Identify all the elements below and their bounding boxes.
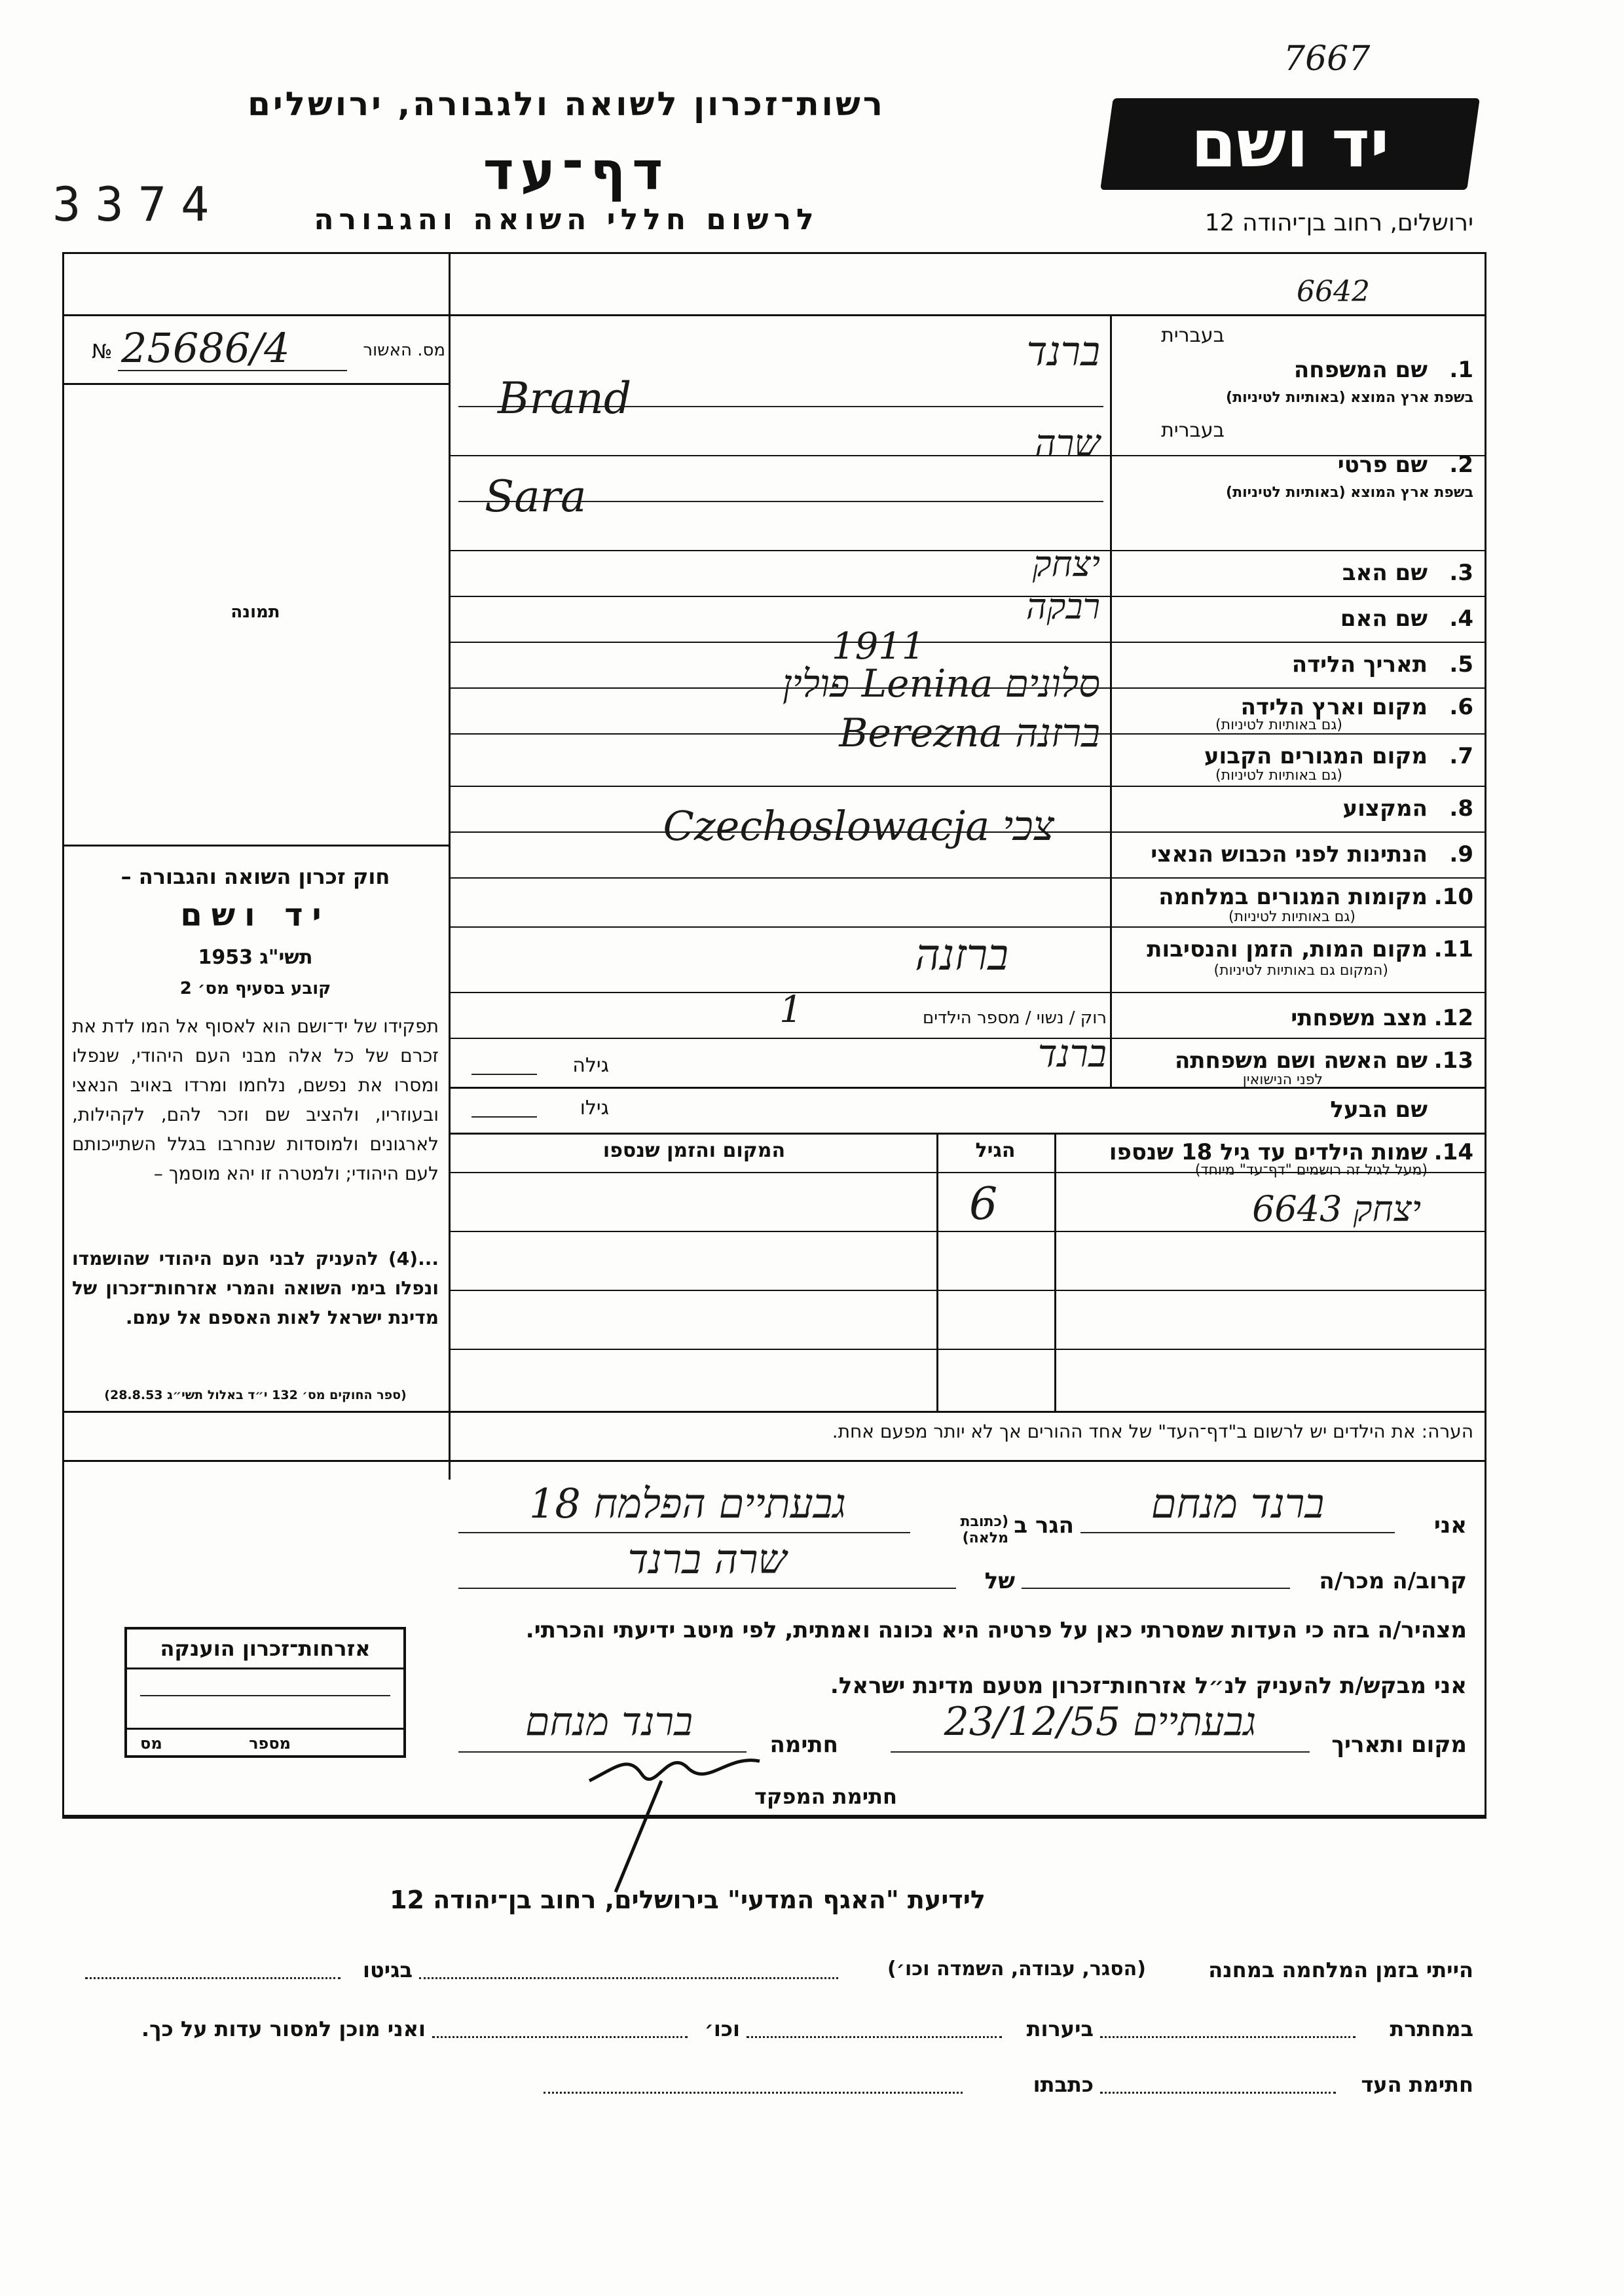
field-1-hebrew-value: ברנד: [1026, 327, 1100, 375]
place-date-label: מקום ותאריך: [1331, 1732, 1467, 1758]
field-8-label: המקצוע: [1342, 795, 1428, 822]
field-2-label: שם פרטי: [1337, 452, 1428, 478]
field-11-number: 11.: [1433, 936, 1473, 962]
relative-label: קרוב/ה מכר/ה: [1319, 1568, 1467, 1594]
children-label: שמות הילדים עד גיל 18 שנספו: [1109, 1139, 1428, 1165]
field-2-tag: בעברית: [1161, 419, 1225, 442]
note: הערה: את הילדים יש לרשום ב"דף־העד" של אחד ההורים אך לא יותר מפעם אחת.: [832, 1421, 1473, 1442]
field-9-value: צכי Czechoslowacja: [663, 802, 1054, 850]
footer-line2-c: וכו׳: [704, 2016, 740, 2041]
place-date-value: גבעתיים 23/12/55: [944, 1699, 1257, 1745]
children-col-age: הגיל: [975, 1139, 1016, 1162]
husband-label: שם הבעל: [1330, 1097, 1428, 1123]
citizenship-box-number: מספר: [249, 1734, 291, 1753]
field-2-hebrew-value: שרה: [1035, 422, 1100, 465]
field-12-options: רוק / נשוי / מספר הילדים: [922, 1008, 1107, 1028]
field-10-number: 10.: [1433, 884, 1473, 910]
children-col-place: המקום והזמן שנספו: [602, 1139, 786, 1162]
photo-label: תמונה: [231, 602, 280, 622]
law-section: קובע בסעיף מס׳ 2: [179, 979, 331, 998]
field-5-value: 1911: [832, 625, 925, 668]
declarant-name: ברנד מנחם: [1151, 1480, 1325, 1527]
cert-prefix: №: [92, 340, 113, 363]
footer-line1-b: (הסגר, עבודה, השמדה וכו׳): [887, 1958, 1146, 1980]
resides-value: גבעתיים הפלמח 18: [528, 1480, 847, 1527]
footer-line2-a: במחתרת: [1390, 2016, 1473, 2041]
form-title: דף־עד: [483, 141, 670, 202]
field-1-label: שם המשפחה: [1293, 357, 1428, 383]
field-13-number: 13.: [1433, 1048, 1473, 1074]
field-10-label: מקומות המגורים במלחמה: [1158, 884, 1428, 910]
law-year: תשי"ג 1953: [198, 946, 313, 969]
field-7-number: 7.: [1449, 743, 1473, 769]
law-reference: (ספר החוקים מס׳ 132 י״ד באלול תשי״ג 28.8.53): [104, 1388, 407, 1402]
field-3-value: יצחק: [1032, 543, 1100, 585]
law-logo: יד ושם: [180, 897, 331, 934]
field-1-tag: בעברית: [1161, 324, 1225, 347]
field-8-number: 8.: [1449, 795, 1473, 822]
field-5-label: תאריך הלידה: [1291, 651, 1428, 678]
field-13-sub: לפני הנישואין: [1242, 1072, 1323, 1088]
field-13-value: ברנד: [1037, 1031, 1107, 1076]
of-value: שרה ברנד: [627, 1535, 787, 1583]
resides-sub: (כתובת מלאה): [960, 1514, 1008, 1546]
resides-label: הגר ב: [1014, 1512, 1074, 1539]
law-paragraph-2: ...(4) להעניק לבני העם היהודי שהושמדו ונפלו בימי השואה והמרי אזרחות־זכרון של מדינת ישראל לאות האספם אל עמם.: [72, 1248, 439, 1328]
field-2-sub: בשפת ארץ המוצא (באותיות לטיניות): [1226, 484, 1473, 501]
field-6-number: 6.: [1449, 694, 1473, 720]
field-3-number: 3.: [1449, 560, 1473, 586]
field-4-number: 4.: [1449, 606, 1473, 632]
field-12-label: מצב משפחתי: [1291, 1005, 1428, 1031]
child-1-name: יצחק 6643: [1252, 1188, 1421, 1230]
of-label: של: [984, 1568, 1015, 1594]
field-6-label: מקום וארץ הלידה: [1240, 694, 1428, 720]
children-sub: (מעל לגיל זה רושמים "דף־עד" מיוחד): [1194, 1162, 1428, 1178]
field-9-label: הנתינות לפני הכבוש הנאצי: [1151, 841, 1428, 867]
field-6-value: סלונים Lenina פולין: [782, 661, 1100, 706]
citizenship-box-prefix: מס: [140, 1734, 162, 1753]
field-1-latin-value: Brand: [498, 373, 632, 424]
field-11-label: מקום המות, הזמן והנסיבות: [1147, 936, 1428, 962]
address: ירושלים, רחוב בן־יהודה 12: [1204, 210, 1473, 236]
footer-line3-b: כתבתו: [1033, 2072, 1094, 2097]
footer-line2-b: ביערות: [1026, 2016, 1094, 2041]
top-number: 7667: [1283, 39, 1371, 79]
form-subtitle: לרשום חללי השואה והגבורה: [314, 203, 819, 236]
footer-line1-c: בגיטו: [363, 1958, 413, 1982]
law-title: חוק זכרון השואה והגבורה –: [120, 864, 390, 889]
field-11-value: ברזנה: [915, 930, 1008, 980]
stamp-number: 3374: [52, 177, 224, 232]
field-4-label: שם האם: [1340, 606, 1428, 632]
husband-age-label: גילו: [580, 1097, 609, 1120]
field-7-sub: (גם באותיות לטיניות): [1215, 767, 1342, 784]
declaration-request: אני מבקש/ת להעניק לנ״ל אזרחות־זכרון מטעם מדינת ישראל.: [830, 1673, 1467, 1699]
field-7-value: ברזנה Berezna: [839, 710, 1100, 756]
field-1-sub: בשפת ארץ המוצא (באותיות לטיניות): [1226, 390, 1473, 406]
field-3-label: שם האב: [1342, 560, 1428, 586]
field-6-sub: (גם באותיות לטיניות): [1215, 717, 1342, 733]
signature-value: ברנד מנחם: [525, 1699, 693, 1745]
footer-line1-a: הייתי בזמן המלחמה במחנה: [1208, 1958, 1473, 1982]
cert-label: מס. האשור: [363, 340, 445, 360]
footer-line2-d: ואני מוכן למסור עדות על כך.: [141, 2016, 426, 2041]
children-number: 14.: [1433, 1139, 1473, 1165]
director-signature-label: חתימת המפקד: [754, 1784, 897, 1809]
field-9-number: 9.: [1449, 841, 1473, 867]
declaration-statement: מצהיר/ה בזה כי העדות שמסרתי כאן על פרטיה היא נכונה ואמתית, לפי מיטב ידיעתי והכרתי.: [525, 1617, 1467, 1643]
yad-vashem-logo: [1100, 98, 1480, 190]
field-2-number: 2.: [1449, 452, 1473, 478]
field-1-number: 1.: [1449, 357, 1473, 383]
field-7-label: מקום המגורים הקבוע: [1204, 743, 1428, 769]
field-13-age-label: גילה: [572, 1054, 609, 1077]
child-1-age: 6: [969, 1178, 998, 1230]
citizenship-box: [124, 1627, 406, 1758]
field-13-label: שם האשה ושם משפחתה: [1174, 1048, 1428, 1074]
signature-label: חתימה: [769, 1732, 838, 1758]
footer-notice: לידיעת "האגף המדעי" בירושלים, רחוב בן־יהודה 12: [390, 1886, 986, 1914]
law-paragraph: תפקידו של יד־ושם הוא לאסוף אל המו לדת את זכרם של כל אלה מבני העם היהודי, שנפלו ומסרו את נפשם, נלחמו ומרדו באויב הנאצי ובעוזריו, ולהציב שם וזכר להם, לקהילות, לארגונים ולמוסדות שנחרבו בגלל השתייכותם לעם היהודי; ולמטרה זו יהא מוסמך –: [72, 1015, 439, 1184]
authority-title: רשות־זכרון לשואה ולגבורה, ירושלים: [248, 85, 885, 123]
director-signature: [576, 1741, 773, 1899]
logo-text: יד ושם: [1190, 105, 1390, 182]
citizenship-box-title: אזרחות־זכרון הוענקה: [127, 1636, 403, 1669]
field-12-number: 12.: [1433, 1005, 1473, 1031]
field-12-children-count: 1: [779, 989, 803, 1031]
field-5-number: 5.: [1449, 651, 1473, 678]
declarant-label: אני: [1433, 1512, 1467, 1539]
field-4-value: רבקה: [1025, 586, 1100, 627]
record-id: 6642: [1297, 275, 1370, 308]
field-2-latin-value: Sara: [485, 471, 587, 522]
field-10-sub: (גם באותיות לטיניות): [1228, 909, 1356, 925]
cert-value: 25686/4: [121, 324, 290, 372]
footer-line3-a: חתימת העד: [1361, 2072, 1473, 2097]
field-11-sub: (המקום גם באותיות לטיניות): [1213, 962, 1388, 979]
